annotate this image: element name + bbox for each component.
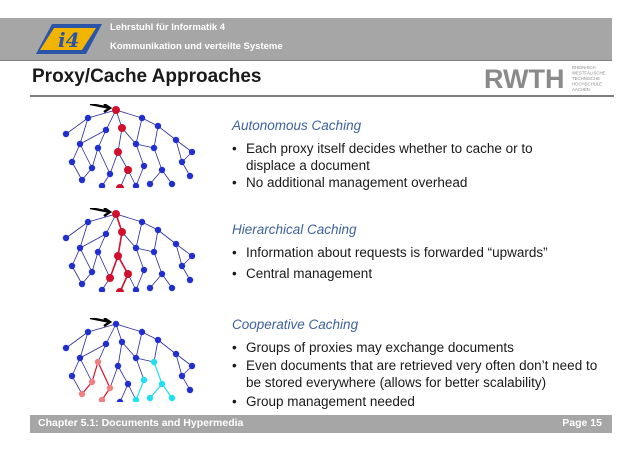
cooperative-graph-node <box>69 373 75 379</box>
hierarchical-graph-node <box>179 263 185 269</box>
autonomous-graph-node <box>133 183 139 188</box>
hierarchical-graph-node <box>189 253 195 259</box>
hierarchical-graph-node <box>173 241 179 247</box>
hierarchical-graph-node <box>79 281 85 287</box>
hierarchical-graph-node <box>106 274 114 282</box>
hierarchical-graph-node <box>85 219 91 225</box>
cooperative-graph-node <box>79 391 85 397</box>
footer-bar <box>30 415 612 433</box>
cooperative-graph-node <box>77 355 83 361</box>
rwth-sub-3: TECHNISCHE <box>572 76 600 81</box>
hierarchical-graph-node <box>124 270 132 278</box>
cooperative-graph-edge <box>136 358 144 380</box>
hierarchical-graph-node <box>89 269 95 275</box>
cooperative-graph-node <box>169 395 175 401</box>
autonomous-graph-node <box>155 123 161 129</box>
hierarchical-graph-node <box>116 288 124 292</box>
hierarchical-graph-edge <box>154 230 158 252</box>
cooperative-graph-edge <box>88 324 116 332</box>
cooperative-graph-edge <box>154 340 158 362</box>
autonomous-graph-node <box>118 124 126 132</box>
autonomous-graph-node <box>89 165 95 171</box>
autonomous-graph-edge <box>136 118 142 144</box>
bullet-hierarchical-2: • Central management <box>232 266 373 281</box>
hierarchical-graph-node <box>133 287 139 292</box>
cooperative-caching-graph <box>58 318 198 402</box>
autonomous-graph-edge <box>98 148 110 174</box>
autonomous-graph-node <box>159 167 165 173</box>
cooperative-graph-node <box>179 373 185 379</box>
rwth-sub-4: HOCHSCHULE <box>572 81 603 87</box>
autonomous-graph-edge <box>154 126 158 148</box>
hierarchical-graph-node <box>133 245 139 251</box>
autonomous-graph-edge <box>158 126 176 140</box>
cooperative-graph-edge <box>158 340 176 354</box>
hierarchical-graph-edge <box>136 222 142 248</box>
cooperative-graph-node <box>113 321 119 327</box>
autonomous-caching-graph <box>58 104 198 188</box>
institute-line2: Kommunikation und verteilte Systeme <box>110 41 283 52</box>
hierarchical-graph-edge <box>158 230 176 244</box>
hierarchical-graph-edge <box>66 222 88 238</box>
cooperative-graph-edge <box>110 366 118 388</box>
cooperative-graph-node <box>147 395 153 401</box>
cooperative-graph-node <box>187 387 193 393</box>
cooperative-request-arrow-icon <box>90 318 110 326</box>
hierarchical-graph-node <box>99 287 105 292</box>
autonomous-graph-node <box>85 115 91 121</box>
autonomous-request-arrow-icon <box>90 104 110 112</box>
hierarchical-graph-edge <box>80 248 92 272</box>
autonomous-graph-node <box>133 141 139 147</box>
hierarchical-graph-edge <box>154 252 162 274</box>
autonomous-graph-edge <box>116 110 142 118</box>
cooperative-graph-node <box>125 381 131 387</box>
autonomous-graph-edge <box>80 144 92 168</box>
hierarchical-graph-node <box>151 249 157 255</box>
autonomous-graph-node <box>99 183 105 188</box>
hierarchical-graph-node <box>103 231 109 237</box>
autonomous-graph-node <box>95 145 101 151</box>
autonomous-graph-edge <box>66 118 88 134</box>
hierarchical-graph-edge <box>98 252 110 278</box>
cooperative-graph-node <box>119 339 125 345</box>
cooperative-graph-edge <box>98 362 110 388</box>
cooperative-graph-edge <box>116 324 142 332</box>
cooperative-graph-node <box>133 355 139 361</box>
footer-chapter: Chapter 5.1: Documents and Hypermedia <box>38 417 244 429</box>
hierarchical-graph-edge <box>136 270 144 290</box>
cooperative-graph-node <box>115 363 121 369</box>
autonomous-graph-node <box>173 137 179 143</box>
hierarchical-graph-edge <box>88 214 116 222</box>
title-divider <box>30 95 614 97</box>
cooperative-graph-edge <box>118 342 122 366</box>
cooperative-caching-heading: Cooperative Caching <box>232 317 359 332</box>
i4-logo-text: i4 <box>58 28 80 52</box>
hierarchical-caching-heading: Hierarchical Caching <box>232 222 357 237</box>
autonomous-graph-node <box>107 171 113 177</box>
rwth-sub-2: WESTFÄLISCHE <box>572 70 606 76</box>
hierarchical-graph-edge <box>136 248 144 270</box>
hierarchical-graph-node <box>155 227 161 233</box>
hierarchical-graph-node <box>147 285 153 291</box>
autonomous-graph-node <box>187 173 193 179</box>
hierarchical-graph-node <box>169 285 175 291</box>
cooperative-graph-node <box>151 359 157 365</box>
cooperative-graph-node <box>139 329 145 335</box>
hierarchical-graph-node <box>187 277 193 283</box>
hierarchical-graph-node <box>63 235 69 241</box>
autonomous-graph-edge <box>88 110 116 118</box>
bullet-autonomous-2: • No additional management overhead <box>232 175 468 190</box>
cooperative-graph-node <box>189 363 195 369</box>
cooperative-graph-node <box>173 351 179 357</box>
hierarchical-graph-node <box>77 245 83 251</box>
hierarchical-graph-node <box>159 271 165 277</box>
autonomous-graph-node <box>69 159 75 165</box>
bullet-cooperative-2: • Even documents that are retrieved very often don’t need to be stored everywhere (allows for better scalability) <box>232 358 598 390</box>
hierarchical-graph-edge <box>176 244 182 266</box>
hierarchical-graph-edge <box>116 214 142 222</box>
cooperative-graph-edge <box>106 324 116 344</box>
cooperative-graph-node <box>117 399 123 402</box>
hierarchical-graph-node <box>139 219 145 225</box>
hierarchical-graph-node <box>112 210 120 218</box>
autonomous-graph-edge <box>154 148 162 170</box>
autonomous-graph-edge <box>176 140 182 162</box>
autonomous-graph-node <box>103 127 109 133</box>
autonomous-graph-node <box>124 166 132 174</box>
autonomous-graph-edge <box>136 166 144 186</box>
rwth-sub-1: RHEINISCH <box>572 65 596 70</box>
bullet-hierarchical-1: • Information about requests is forwarded “upwards” <box>232 245 548 260</box>
autonomous-graph-node <box>139 115 145 121</box>
autonomous-graph-node <box>77 141 83 147</box>
institute-line1: Lehrstuhl für Informatik 4 <box>110 22 226 33</box>
autonomous-graph-node <box>151 145 157 151</box>
cooperative-graph-edge <box>80 358 92 382</box>
autonomous-graph-node <box>189 149 195 155</box>
cooperative-graph-node <box>85 329 91 335</box>
rwth-sub-5: AACHEN <box>572 87 590 92</box>
cooperative-graph-node <box>103 341 109 347</box>
rwth-logo-text: RWTH <box>484 64 565 92</box>
hierarchical-graph-node <box>141 267 147 273</box>
autonomous-graph-node <box>114 148 122 156</box>
hierarchical-graph-node <box>114 252 122 260</box>
cooperative-graph-node <box>133 397 139 402</box>
footer-page-number: Page 15 <box>562 417 602 429</box>
autonomous-graph-node <box>79 177 85 183</box>
cooperative-graph-edge <box>176 354 182 376</box>
autonomous-graph-node <box>112 106 120 114</box>
hierarchical-request-arrow-icon <box>90 208 110 216</box>
bullet-cooperative-3: • Group management needed <box>232 394 415 409</box>
autonomous-graph-edge <box>136 144 144 166</box>
cooperative-graph-edge <box>154 362 162 384</box>
autonomous-graph-node <box>147 181 153 187</box>
autonomous-graph-node <box>179 159 185 165</box>
autonomous-graph-node <box>169 181 175 187</box>
cooperative-graph-node <box>141 377 147 383</box>
hierarchical-graph-node <box>69 263 75 269</box>
bullet-cooperative-1: • Groups of proxies may exchange documents <box>232 340 514 355</box>
rwth-logo <box>484 64 606 92</box>
cooperative-graph-node <box>107 385 113 391</box>
hierarchical-graph-node <box>118 228 126 236</box>
cooperative-graph-edge <box>136 332 142 358</box>
autonomous-graph-node <box>116 184 124 188</box>
cooperative-graph-edge <box>136 380 144 400</box>
page-title: Proxy/Cache Approaches <box>32 66 262 87</box>
cooperative-graph-node <box>63 345 69 351</box>
bullet-autonomous-1: • Each proxy itself decides whether to cache or to displace a document <box>232 141 533 173</box>
cooperative-graph-node <box>155 337 161 343</box>
i4-logo <box>30 20 105 58</box>
cooperative-graph-node <box>89 379 95 385</box>
cooperative-graph-node <box>95 359 101 365</box>
cooperative-graph-node <box>159 381 165 387</box>
autonomous-graph-node <box>63 131 69 137</box>
hierarchical-graph-node <box>95 249 101 255</box>
autonomous-caching-heading: Autonomous Caching <box>232 118 362 133</box>
cooperative-graph-edge <box>66 332 88 348</box>
hierarchical-caching-graph <box>58 208 198 292</box>
autonomous-graph-node <box>141 163 147 169</box>
